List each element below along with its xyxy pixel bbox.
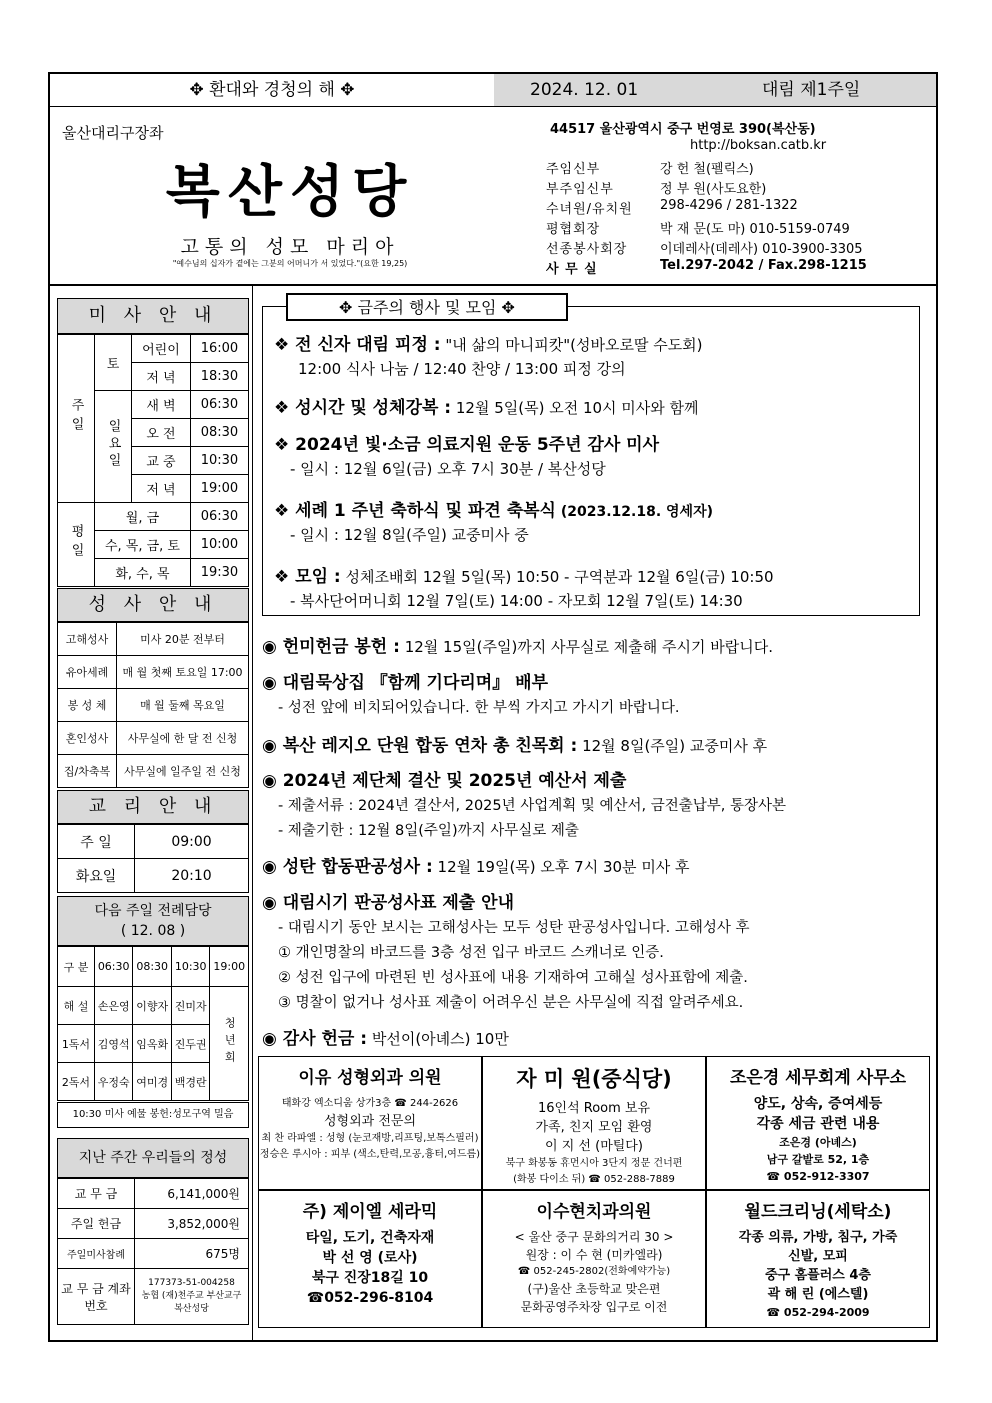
parish-address: 44517 울산광역시 중구 번영로 390(복산동) [550, 122, 816, 137]
ad-line: 태화강 엑소디움 상가3층 ☎ 244-2626 [281, 1098, 459, 1109]
duty-person: 우정숙 [94, 1063, 133, 1101]
notice-detail: 12월 15일(주일)까지 사무실로 제출해 주시기 바랍니다. [399, 638, 773, 656]
sacrament-row [58, 689, 249, 722]
staff-value: 이데레사(데레사) 010-3900-3305 [660, 242, 863, 257]
notice-detail-line: - 제출서류 : 2024년 결산서, 2025년 사업계획 및 예산서, 금전출납부, 통장사본 [278, 798, 787, 814]
ad-box [706, 1056, 930, 1190]
event-head: ❖ 성시간 및 성체강복 : [274, 398, 452, 418]
duty-role: 해 설 [58, 987, 95, 1025]
event-detail: (2023.12.18. 영세자) [555, 504, 713, 520]
staff-value: 박 재 문(도 마) 010-5159-0749 [660, 222, 850, 237]
staff-role: 사 무 실 [546, 262, 598, 277]
event-detail-line: - 일시 : 12월 8일(주일) 교중미사 중 [290, 526, 529, 544]
notice-head: ◉ 2024년 제단체 결산 및 2025년 예산서 제출 [262, 771, 627, 791]
mass-time: 06:30 [190, 503, 248, 531]
notice-item [262, 632, 773, 657]
event-item [274, 393, 699, 418]
staff-row [546, 218, 896, 238]
duty-person: 진두권 [171, 1025, 210, 1063]
offering-name: 교 무 금 [58, 1179, 135, 1209]
duty-header-cell: 10:30 [171, 947, 210, 987]
ad-line: 박 선 영 (로사) [322, 1250, 418, 1266]
mass-time: 16:00 [190, 335, 248, 363]
mass-name: 저 녁 [132, 475, 191, 503]
catechism-title: 교 리 안 내 [57, 790, 249, 824]
staff-role: 수녀원/유치원 [546, 202, 633, 217]
notice-head: ◉ 성탄 합동판공성사 : [262, 857, 433, 877]
ad-line: 남구 갈밭로 52, 1층 [766, 1153, 870, 1166]
offering-row [58, 1209, 249, 1239]
notice-item [262, 668, 548, 693]
mass-sun-label: 일요일 [95, 391, 132, 503]
notice-item [262, 766, 626, 791]
mass-name: 오 전 [132, 419, 191, 447]
offering-note: 10:30 미사 예물 봉헌:성모구역 밀음 [57, 1102, 249, 1128]
ad-line: 이 지 선 (마틸다) [545, 1139, 643, 1154]
mass-time: 08:30 [190, 419, 248, 447]
sacrament-name: 집/차축복 [58, 755, 117, 788]
mass-name: 저 녁 [132, 363, 191, 391]
ad-title: 자 미 원(중식당) [516, 1067, 672, 1091]
ad-title: 주) 제이엘 세라믹 [302, 1202, 438, 1222]
ad-line: 16인석 Room 보유 [537, 1101, 651, 1116]
liturgy-duty-table [57, 946, 249, 1101]
notice-detail: 12월 19일(목) 오후 7시 30분 미사 후 [432, 858, 690, 876]
duty-youth [210, 987, 249, 1101]
offering-row [58, 1179, 249, 1209]
ad-box [258, 1190, 482, 1328]
notice-detail: 박선이(아녜스) 10만 [367, 1030, 509, 1048]
duty-person: 진미자 [171, 987, 210, 1025]
offering-title: 지난 주간 우리들의 정성 [57, 1138, 249, 1178]
ad-line: 가족, 친지 모임 환영 [535, 1120, 653, 1135]
offering-value: 3,852,000원 [135, 1209, 249, 1239]
duty-person: 김영석 [94, 1025, 133, 1063]
duty-youth-label: 청년회 [223, 1016, 237, 1068]
account-bank: 농협 (재)천주교 부산교구 [141, 1291, 242, 1301]
parish-url[interactable]: http://boksan.catb.kr [690, 138, 827, 153]
sacrament-value: 사무실에 한 달 전 신청 [117, 722, 249, 755]
duty-role: 2독서 [58, 1063, 95, 1101]
ad-line: 원장 : 이 수 현 (미카엘라) [525, 1248, 663, 1262]
account-info [135, 1269, 249, 1325]
ad-line: 타일, 도기, 건축자재 [305, 1230, 435, 1246]
ad-title: 이수현치과의원 [536, 1202, 652, 1222]
ad-line: 각종 세금 관련 내용 [756, 1116, 880, 1132]
year-theme: ✥ 환대와 경청의 해 ✥ [50, 74, 494, 107]
staff-role: 선종봉사회장 [546, 242, 628, 257]
ad-line: 중구 홈플러스 4층 [764, 1268, 871, 1283]
event-detail-line: - 복사단어머니회 12월 7일(토) 14:00 - 자모회 12월 7일(토) 14:30 [290, 592, 743, 610]
sacrament-name: 봉 성 체 [58, 689, 117, 722]
liturgy-duty-title [57, 896, 249, 946]
mass-time: 19:00 [190, 475, 248, 503]
notice-item [262, 852, 690, 877]
sacrament-value: 매 월 둘째 목요일 [117, 689, 249, 722]
sacrament-name: 고해성사 [58, 623, 117, 656]
mass-name: 월, 금 [95, 503, 191, 531]
ad-line: ☎ 052-912-3307 [766, 1170, 870, 1183]
staff-value: 강 헌 철(펠릭스) [660, 162, 754, 177]
offering-value: 675명 [135, 1239, 249, 1269]
ad-line: 곽 해 린 (에스텔) [767, 1287, 869, 1302]
event-head: ❖ 모임 : [274, 567, 341, 587]
mass-weekday-label: 평일 [58, 503, 95, 587]
offering-name: 주일미사참례 [58, 1239, 135, 1269]
event-item [274, 330, 703, 355]
offering-name: 주일 헌금 [58, 1209, 135, 1239]
account-owner: 복산성당 [174, 1304, 209, 1314]
events-title: ✥ 금주의 행사 및 모임 ✥ [286, 293, 568, 321]
account-row [58, 1269, 249, 1325]
sacrament-value: 매 월 첫째 토요일 17:00 [117, 656, 249, 689]
event-head: ❖ 2024년 빛·소금 의료지원 운동 5주년 감사 미사 [274, 435, 660, 455]
header-date-bar [494, 74, 936, 107]
sacrament-row [58, 755, 249, 788]
duty-header-cell: 06:30 [94, 947, 133, 987]
offering-table [57, 1178, 249, 1325]
ad-title: 조은경 세무회계 사무소 [729, 1068, 907, 1088]
sacrament-row [58, 656, 249, 689]
notice-head: ◉ 대림묵상집 『함께 기다리며』 배부 [262, 673, 548, 693]
ad-line: 각종 의류, 가방, 침구, 가죽 [738, 1230, 898, 1245]
catechism-day: 화요일 [58, 859, 135, 893]
staff-row [546, 178, 896, 198]
gospel-quote: "예수님의 십자가 곁에는 그분의 어머니가 서 있었다."(요한 19,25) [172, 259, 408, 268]
catechism-row [58, 859, 249, 893]
ad-line: 북구 화봉동 휴먼시아 3단지 정문 건너편 [505, 1158, 683, 1169]
mass-name: 화, 수, 목 [95, 559, 191, 587]
event-detail-line: - 일시 : 12월 6일(금) 오후 7시 30분 / 복산성당 [290, 460, 606, 478]
event-item [274, 430, 659, 455]
patron-name: 고통의 성모 마리아 [180, 236, 400, 258]
bulletin-date: 2024. 12. 01 [530, 80, 639, 100]
notice-head: ◉ 헌미헌금 봉헌 : [262, 637, 400, 657]
duty-role: 1독서 [58, 1025, 95, 1063]
event-head: ❖ 전 신자 대림 피정 : [274, 335, 441, 355]
catechism-row [58, 825, 249, 859]
notice-detail-line: - 성전 앞에 비치되어있습니다. 한 부씩 가지고 가시기 바랍니다. [278, 700, 680, 716]
duty-row [58, 987, 249, 1025]
notice-head: ◉ 복산 레지오 단원 합동 연차 총 친목회 : [262, 736, 578, 756]
mass-time: 19:30 [190, 559, 248, 587]
mass-time: 10:30 [190, 447, 248, 475]
mass-time: 10:00 [190, 531, 248, 559]
offering-value: 6,141,000원 [135, 1179, 249, 1209]
staff-role: 주임신부 [546, 162, 601, 177]
duty-person: 이향자 [133, 987, 172, 1025]
sacrament-name: 유아세례 [58, 656, 117, 689]
event-item [274, 496, 713, 521]
mass-title: 미 사 안 내 [57, 298, 249, 334]
liturgy-week: 대림 제1주일 [762, 80, 861, 100]
catechism-time: 09:00 [135, 825, 249, 859]
liturgy-duty-date: ( 12. 08 ) [120, 923, 186, 939]
mass-name: 교 중 [132, 447, 191, 475]
notice-detail: 12월 8일(주일) 교중미사 후 [577, 737, 768, 755]
event-item [274, 562, 774, 587]
ad-line: 조은경 (아녜스) [779, 1136, 857, 1149]
mass-name: 새 벽 [132, 391, 191, 419]
offering-row [58, 1239, 249, 1269]
staff-value: Tel.297-2042 / Fax.298-1215 [660, 258, 867, 273]
notice-head: ◉ 대림시기 판공성사표 제출 안내 [262, 893, 514, 913]
sacrament-value: 미사 20분 전부터 [117, 623, 249, 656]
duty-header-row [58, 947, 249, 987]
column-divider [252, 286, 253, 1340]
ad-line: 문화공영주차장 입구로 이전 [520, 1300, 668, 1314]
header-divider [50, 284, 936, 286]
account-number: 177373-51-004258 [148, 1278, 235, 1288]
ad-line: 신발, 모피 [788, 1249, 848, 1264]
ad-box [482, 1190, 706, 1328]
notice-item [262, 888, 514, 913]
catechism-time: 20:10 [135, 859, 249, 893]
ad-line: 북구 진장18길 10 [311, 1270, 429, 1286]
ad-line: < 울산 중구 문화의거리 30 > [514, 1230, 674, 1244]
duty-person: 임옥화 [133, 1025, 172, 1063]
duty-header-cell: 구 분 [58, 947, 95, 987]
ad-title: 월드크리닝(세탁소) [744, 1202, 892, 1222]
sacrament-value: 사무실에 일주일 전 신청 [117, 755, 249, 788]
event-detail: 12월 5일(목) 오전 10시 미사와 함께 [451, 399, 699, 417]
ad-line: 정승은 루시아 : 피부 (색소,탄력,모공,흉터,여드름) [259, 1149, 481, 1160]
sacrament-row [58, 623, 249, 656]
notice-detail-line: ① 개인명찰의 바코드를 3층 성전 입구 바코드 스캐너로 인증. [278, 945, 664, 961]
ad-box [482, 1056, 706, 1190]
staff-role: 평협회장 [546, 222, 601, 237]
sacrament-row [58, 722, 249, 755]
duty-person: 여미경 [133, 1063, 172, 1101]
event-detail-line: 12:00 식사 나눔 / 12:40 찬양 / 13:00 피정 강의 [298, 360, 626, 378]
notice-item [262, 731, 767, 756]
mass-time: 18:30 [190, 363, 248, 391]
sacrament-table [57, 622, 249, 788]
ad-box [258, 1056, 482, 1190]
staff-row [546, 258, 896, 278]
sacrament-title: 성 사 안 내 [57, 588, 249, 622]
staff-row [546, 158, 896, 178]
mass-name: 수, 목, 금, 토 [95, 531, 191, 559]
ad-line: ☎ 052-245-2802(전화예약가능) [517, 1266, 671, 1277]
event-detail: "내 삶의 마니피캇"(성바오로딸 수도회) [440, 336, 703, 354]
staff-value: 298-4296 / 281-1322 [660, 198, 798, 213]
diocese-label: 울산대리구장좌 [62, 124, 164, 142]
event-detail: 성체조배회 12월 5일(목) 10:50 - 구역분과 12월 6일(금) 10:50 [340, 568, 774, 586]
mass-time: 06:30 [190, 391, 248, 419]
duty-person: 백경란 [171, 1063, 210, 1101]
ad-title: 이유 성형외과 의원 [298, 1068, 442, 1088]
staff-role: 부주임신부 [546, 182, 614, 197]
account-label: 교 무 금 계좌번호 [58, 1269, 135, 1325]
mass-sunday-label: 주일 [58, 335, 95, 503]
duty-person: 손은영 [94, 987, 133, 1025]
notice-detail-line: ② 성전 입구에 마련된 빈 성사표에 내용 기재하여 고해실 성사표함에 제출. [278, 970, 748, 986]
notice-detail-line: - 제출기한 : 12월 8일(주일)까지 사무실로 제출 [278, 823, 579, 839]
catechism-day: 주 일 [58, 825, 135, 859]
staff-row [546, 198, 896, 218]
parish-name: 복산성당 [165, 159, 415, 225]
notice-head: ◉ 감사 헌금 : [262, 1029, 368, 1049]
notice-detail-line: ③ 명찰이 없거나 성사표 제출이 어려우신 분은 사무실에 직접 알려주세요. [278, 995, 744, 1011]
ad-line: 성형외과 전문의 [323, 1114, 417, 1129]
staff-row [546, 238, 896, 258]
duty-header-cell: 19:00 [210, 947, 249, 987]
ad-line: (화봉 다이소 뒤) ☎ 052-288-7889 [513, 1174, 675, 1185]
notice-detail-line: - 대림시기 동안 보시는 고해성사는 모두 성탄 판공성사입니다. 고해성사 후 [278, 920, 750, 936]
duty-header-cell: 08:30 [133, 947, 172, 987]
mass-table [57, 334, 249, 587]
mass-saturday-label: 토 [95, 335, 132, 391]
ad-line: ☎052-296-8104 [306, 1290, 434, 1306]
liturgy-duty-heading: 다음 주일 전례담당 [94, 903, 212, 919]
ad-box [706, 1190, 930, 1328]
ad-line: ☎ 052-294-2009 [766, 1306, 870, 1319]
ad-line: (구)울산 초등학교 맞은편 [527, 1282, 661, 1296]
mass-name: 어린이 [132, 335, 191, 363]
ad-line: 양도, 상속, 증여세등 [753, 1096, 883, 1112]
sacrament-name: 혼인성사 [58, 722, 117, 755]
catechism-table [57, 824, 249, 893]
ad-line: 최 찬 라파엘 : 성형 (눈코재방,리프팅,보톡스필러) [261, 1133, 479, 1144]
notice-item [262, 1024, 509, 1049]
staff-value: 정 부 원(사도요한) [660, 182, 767, 197]
event-head: ❖ 세례 1 주년 축하식 및 파견 축복식 [274, 501, 556, 521]
